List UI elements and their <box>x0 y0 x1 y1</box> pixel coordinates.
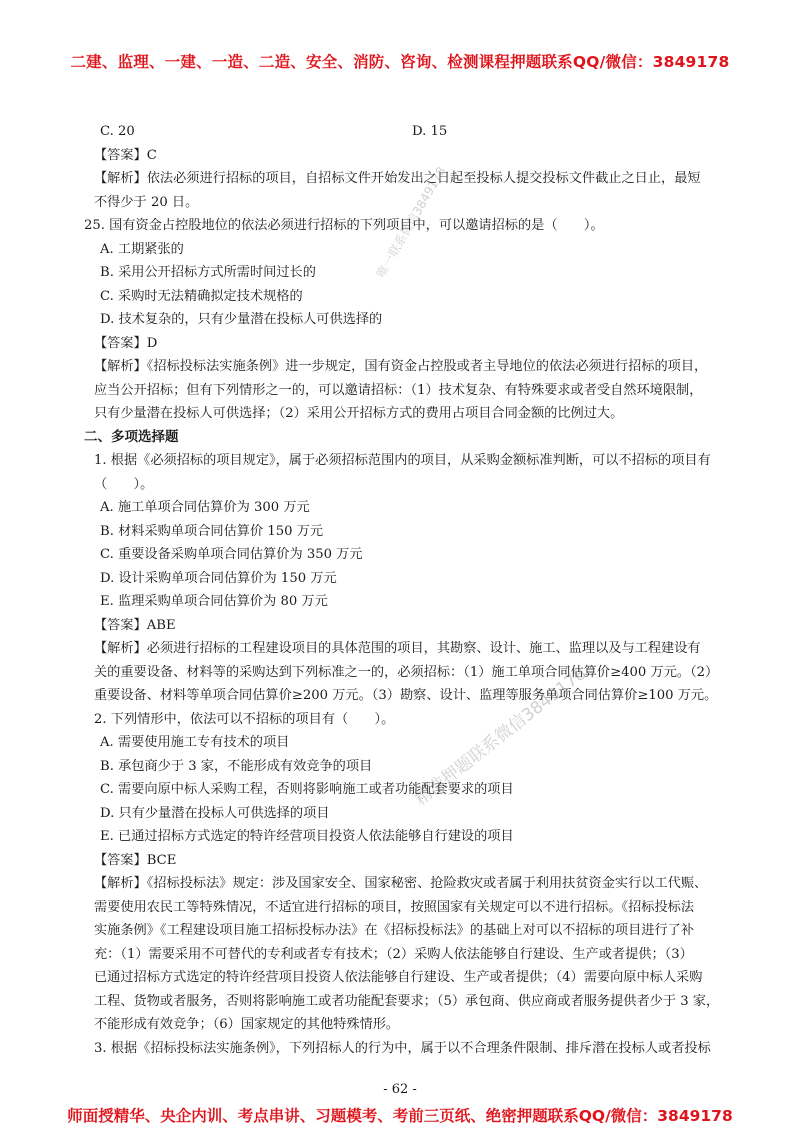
m2-analysis-line: 工程、货物或者服务，否则将影响施工或者功能配套要求；（5）承包商、供应商或者服务提供者少于 3 家， <box>94 993 720 1009</box>
m1-stem-line: 1. 根据《必须招标的项目规定》，属于必须招标范围内的项目，从采购金额标准判断，可以不招标的项目有 <box>94 453 711 468</box>
page-number: - 62 - <box>383 1082 417 1097</box>
m2-analysis-line: 不能形成有效竞争；（6）国家规定的其他特殊情形。 <box>94 1017 400 1032</box>
watermark: 精准押题联系微信3849178 <box>411 663 591 810</box>
m1-analysis-line: 【解析】必须进行招标的工程建设项目的具体范围的项目，其勘察、设计、施工、监理以及与工程建设有 <box>94 641 701 656</box>
m2-option-b: B. 承包商少于 3 家，不能形成有效竞争的项目 <box>100 758 373 774</box>
m1-option-c: C. 重要设备采购单项合同估算价为 350 万元 <box>100 547 363 562</box>
q25-analysis-line: 只有少量潜在投标人可供选择；（2）采用公开招标方式的费用占项目合同金额的比例过大。 <box>94 406 624 421</box>
m2-analysis-line: 【解析】《招标投标法》规定：涉及国家安全、国家秘密、抢险救灾或者属于利用扶贫资金实行以工代赈、 <box>94 876 708 891</box>
q25-analysis-line: 应当公开招标；但有下列情形之一的，可以邀请招标：（1）技术复杂、有特殊要求或者受自然环境限制， <box>94 382 703 398</box>
m2-option-d: D. 只有少量潜在投标人可供选择的项目 <box>100 805 330 821</box>
footer-banner: 师面授精华、央企内训、考点串讲、习题模考、考前三页纸、绝密押题联系QQ/微信：3849178 <box>67 1107 733 1125</box>
q25-option-d: D. 技术复杂的，只有少量潜在投标人可供选择的 <box>100 312 383 327</box>
m2-answer: 【答案】BCE <box>94 852 177 868</box>
q25-answer: 【答案】D <box>94 335 158 351</box>
m1-answer: 【答案】ABE <box>94 617 176 633</box>
m1-option-b: B. 材料采购单项合同估算价 150 万元 <box>100 523 324 539</box>
watermark: 唯一联系微信3849178 <box>373 164 449 280</box>
header-banner: 二建、监理、一建、一造、二造、安全、消防、咨询、检测课程押题联系QQ/微信：3849178 <box>70 53 730 71</box>
m1-analysis-line: 重要设备、材料等单项合同估算价≥200 万元。（3）勘察、设计、监理等服务单项合同估算价≥100 万元。 <box>94 688 718 703</box>
m1-stem-line: （ ）。 <box>94 476 154 492</box>
section-title: 二、多项选择题 <box>84 428 179 445</box>
prev-answer: 【答案】C <box>94 147 157 163</box>
m1-analysis-line: 关的重要设备、材料等的采购达到下列标准之一的，必须招标：（1）施工单项合同估算价≥400 万元。（2） <box>94 664 719 680</box>
m1-option-e: E. 监理采购单项合同估算价为 80 万元 <box>100 594 328 609</box>
prev-analysis-line: 【解析】依法必须进行招标的项目，自招标文件开始发出之日起至投标人提交投标文件截止之日止，最短 <box>94 171 701 186</box>
m2-stem: 2. 下列情形中，依法可以不招标的项目有（ ）。 <box>94 711 395 727</box>
q25-option-b: B. 采用公开招标方式所需时间过长的 <box>100 265 316 280</box>
prev-options-row <box>84 120 744 144</box>
q25-stem: 25. 国有资金占控股地位的依法必须进行招标的下列项目中，可以邀请招标的是（ ）。 <box>84 218 604 233</box>
prev-option-d: D. 15 <box>412 124 448 139</box>
m2-option-a: A. 需要使用施工专有技术的项目 <box>100 735 290 750</box>
m2-analysis-line: 需要使用农民工等特殊情况，不适宜进行招标的项目，按照国家有关规定可以不进行招标。《招标投标法 <box>94 899 695 915</box>
m2-option-c: C. 需要向原中标人采购工程，否则将影响施工或者功能配套要求的项目 <box>100 782 514 797</box>
m2-analysis-line: 实施条例》《工程建设项目施工招标投标办法》在《招标投标法》的基础上对可以不招标的项目进行了补 <box>94 923 695 938</box>
m3-stem: 3. 根据《招标投标法实施条例》，下列招标人的行为中，属于以不合理条件限制、排斥潜在投标人或者投标 <box>94 1040 711 1056</box>
q25-option-a: A. 工期紧张的 <box>100 241 184 257</box>
m2-analysis-line: 已通过招标方式选定的特许经营项目投资人依法能够自行建设、生产或者提供；（4）需要向原中标人采购 <box>94 970 703 985</box>
q25-option-c: C. 采购时无法精确拟定技术规格的 <box>100 288 303 304</box>
prev-analysis-line: 不得少于 20 日。 <box>94 194 199 210</box>
page-content <box>84 120 744 1060</box>
q25-analysis-line: 【解析】《招标投标法实施条例》进一步规定，国有资金占控股或者主导地位的依法必须进行招标的项目， <box>94 359 708 374</box>
m2-option-e: E. 已通过招标方式选定的特许经营项目投资人依法能够自行建设的项目 <box>100 829 514 844</box>
m1-option-d: D. 设计采购单项合同估算价为 150 万元 <box>100 570 337 586</box>
prev-option-c: C. 20 <box>100 124 135 139</box>
m2-analysis-line: 充：（1）需要采用不可替代的专利或者专有技术；（2）采购人依法能够自行建设、生产或者提供；（3） <box>94 946 693 962</box>
m1-option-a: A. 施工单项合同估算价为 300 万元 <box>100 500 310 515</box>
